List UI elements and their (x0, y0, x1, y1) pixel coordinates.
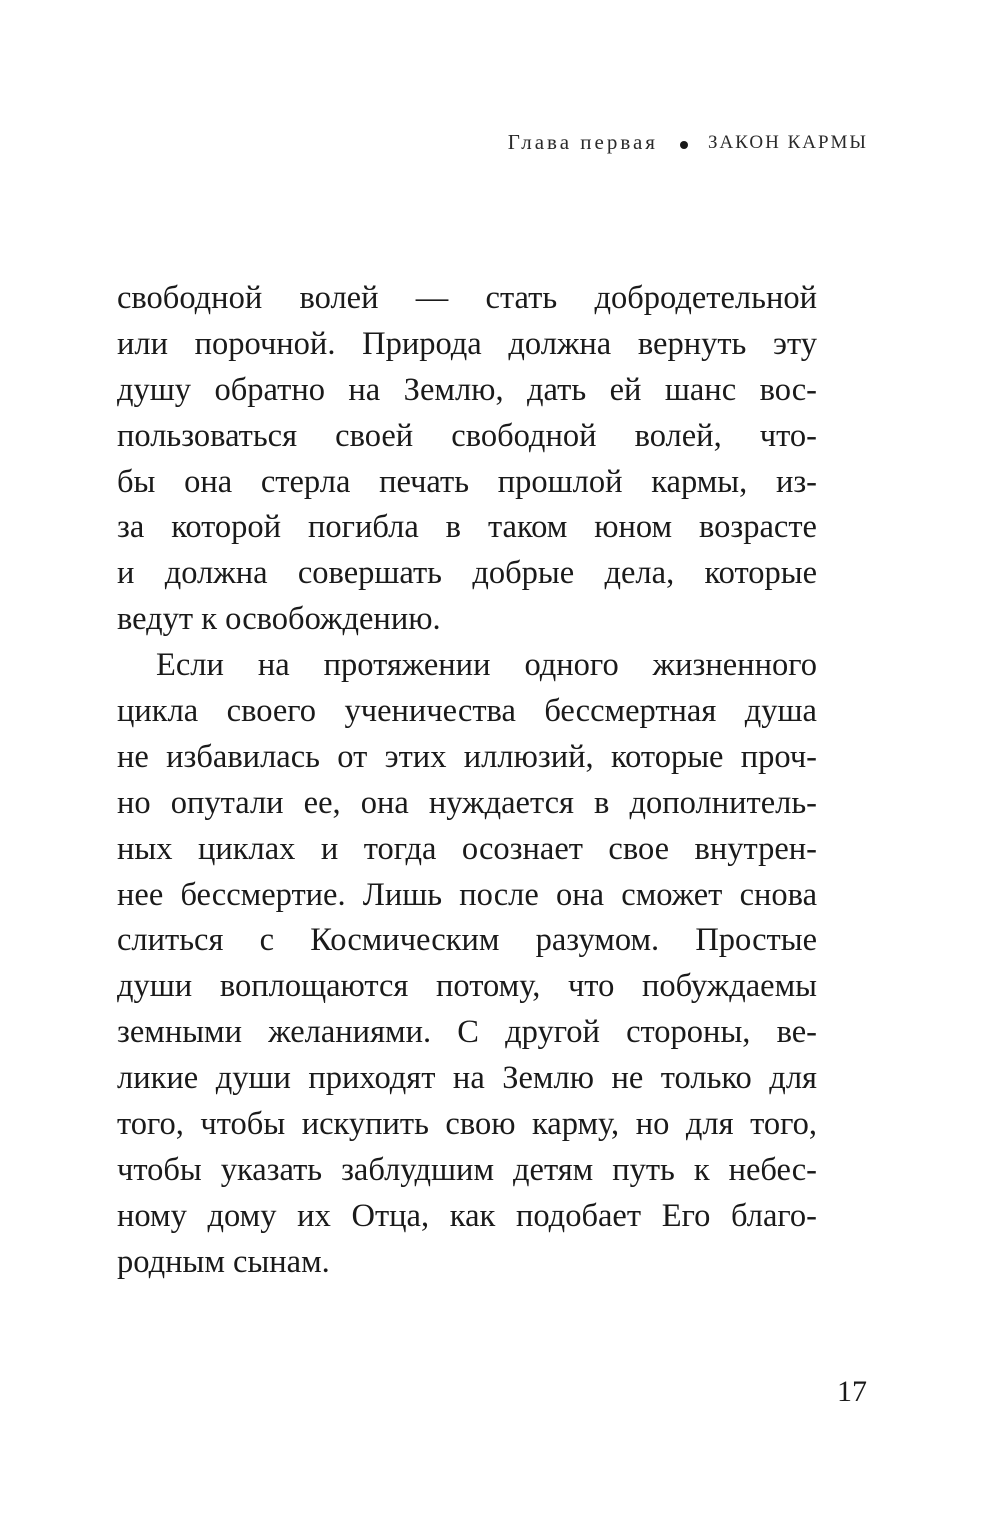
running-head (508, 130, 868, 155)
text-line: пользоваться своей свободной волей, что- (117, 417, 817, 454)
paragraph (117, 276, 817, 643)
body-text (117, 276, 817, 1286)
text-line: того, чтобы искупить свою карму, но для того, (117, 1106, 817, 1143)
text-line: не избавилась от этих иллюзий, которые проч- (117, 738, 817, 775)
text-line: бы она стерла печать прошлой кармы, из- (117, 463, 817, 500)
text-line: за которой погибла в таком юном возрасте (117, 509, 817, 546)
text-line: душу обратно на Землю, дать ей шанс вос- (117, 371, 817, 408)
text-line: земными желаниями. С другой стороны, ве- (117, 1014, 817, 1051)
text-line: Если на протяжении одного жизненного (156, 647, 817, 684)
text-line: ных циклах и тогда осознает свое внутрен- (117, 830, 817, 867)
text-line: или порочной. Природа должна вернуть эту (117, 325, 817, 362)
text-line: свободной волей — стать добродетельной (117, 280, 817, 316)
text-line: родным сынам. (117, 1243, 330, 1280)
chapter-title: Глава первая (507, 130, 658, 154)
text-line: нее бессмертие. Лишь после она сможет снова (117, 876, 817, 913)
paragraph (117, 643, 817, 1285)
text-line: чтобы указать заблудшим детям путь к небес- (117, 1151, 817, 1188)
text-line: ликие души приходят на Землю не только для (117, 1060, 817, 1097)
text-line: и должна совершать добрые дела, которые (117, 555, 817, 592)
section-title: ЗАКОН КАРМЫ (707, 131, 868, 153)
text-line: ному дому их Отца, как подобает Его благо- (117, 1197, 817, 1234)
text-line: цикла своего ученичества бессмертная душа (117, 693, 817, 730)
text-line: но опутали ее, она нуждается в дополнитель- (117, 784, 817, 821)
text-line: души воплощаются потому, что побуждаемы (117, 968, 817, 1005)
bullet-separator-icon (680, 141, 688, 149)
text-line: ведут к освобождению. (117, 601, 441, 638)
text-line: слиться с Космическим разумом. Простые (117, 922, 817, 959)
page-number: 17 (837, 1375, 867, 1408)
